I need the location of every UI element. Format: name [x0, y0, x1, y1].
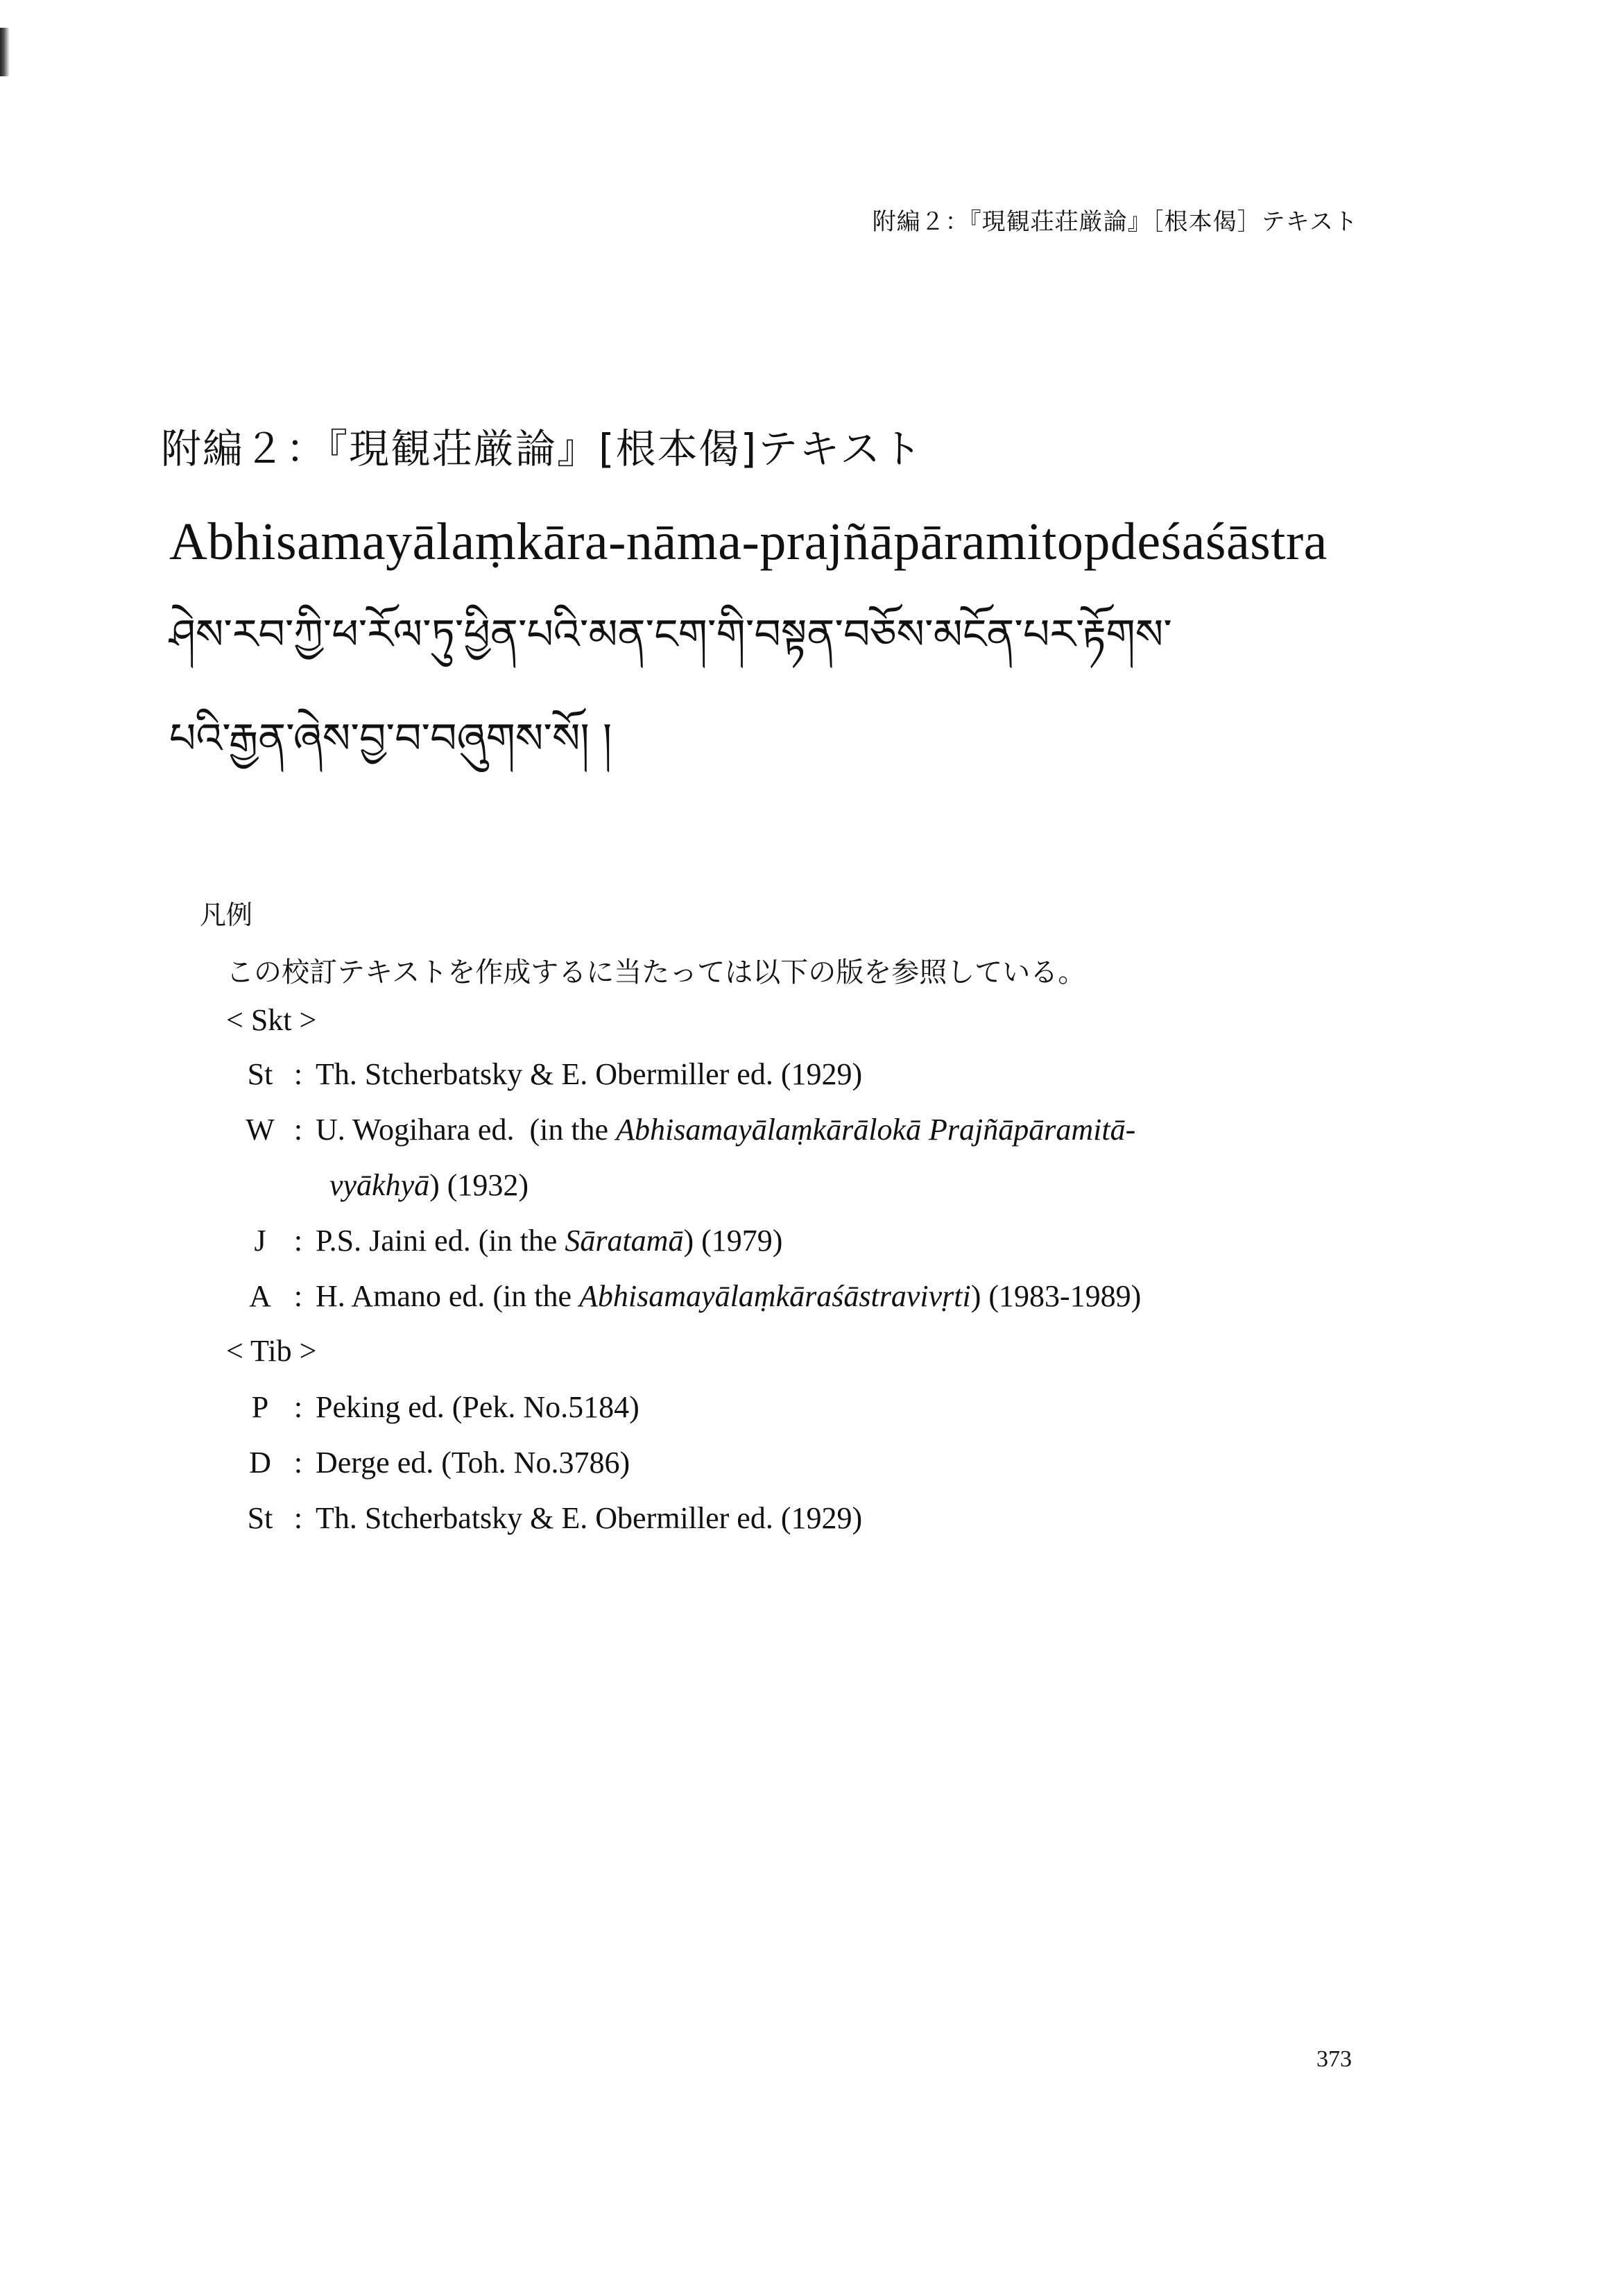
entry-title-italic: Sāratamā: [565, 1224, 684, 1258]
title-japanese: 附編２：『現観荘厳論』[根本偈]テキスト: [161, 425, 924, 472]
entry-title-italic: Abhisamayālaṃkāraśāstravivṛti: [579, 1279, 971, 1313]
tib-entry-d: [239, 1445, 630, 1480]
entry-colon: :: [293, 1224, 303, 1258]
entry-abbr: St: [247, 1057, 273, 1091]
entry-text: ) (1932): [429, 1168, 529, 1202]
scan-edge-mark: [0, 28, 10, 76]
running-header: 附編２：『現観荘荘厳論』［根本偈］テキスト: [872, 208, 1358, 236]
entry-text-tail: ) (1979): [683, 1224, 783, 1258]
entry-text: Th. Stcherbatsky & E. Obermiller ed. (1929): [316, 1501, 863, 1535]
entry-text: U. Wogihara ed. (in the: [316, 1113, 617, 1147]
entry-abbr: P: [251, 1390, 269, 1424]
skt-entry-st: [239, 1056, 862, 1092]
skt-entry-w-continuation: [329, 1167, 529, 1203]
entry-text: Derge ed. (Toh. No.3786): [316, 1446, 630, 1480]
entry-colon: :: [293, 1057, 303, 1091]
legend-intro: この校訂テキストを作成するに当たっては以下の版を参照している。: [226, 957, 1086, 988]
entry-colon: :: [293, 1279, 303, 1313]
entry-colon: :: [293, 1390, 303, 1424]
tib-group-label: < Tib >: [226, 1334, 317, 1368]
title-tibetan: [169, 583, 1376, 791]
entry-text: P.S. Jaini ed. (in the: [316, 1224, 565, 1258]
entry-colon: :: [293, 1113, 303, 1147]
tib-entry-p: [239, 1389, 639, 1425]
skt-entry-a: [239, 1278, 1141, 1314]
entry-abbr: St: [247, 1501, 273, 1535]
title-sanskrit: Abhisamayālaṃkāra-nāma-prajñāpāramitopdeśaśāstra: [169, 513, 1328, 571]
entry-colon: :: [293, 1446, 303, 1480]
skt-entry-j: [239, 1223, 782, 1258]
entry-text: Peking ed. (Pek. No.5184): [316, 1390, 639, 1424]
entry-abbr: D: [249, 1446, 271, 1480]
skt-group-label: < Skt >: [226, 1003, 317, 1037]
skt-entry-w: [239, 1112, 1135, 1147]
entry-abbr: J: [254, 1224, 266, 1258]
entry-colon: :: [293, 1501, 303, 1535]
title-tibetan-line2: པའི་རྒྱན་ཞེས་བྱ་བ་བཞུགས་སོ། །: [169, 714, 612, 763]
page-number: 373: [1316, 2046, 1352, 2072]
title-tibetan-line1: ཤེས་རབ་ཀྱི་ཕ་རོལ་ཏུ་ཕྱིན་པའི་མན་ངག་གི་བསྟན་བཅོས་མངོན་པར་རྟོགས་: [169, 610, 1172, 659]
legend-heading: 凡例: [200, 900, 253, 930]
entry-text: Th. Stcherbatsky & E. Obermiller ed. (1929): [316, 1057, 863, 1091]
entry-abbr: W: [246, 1113, 275, 1147]
entry-abbr: A: [249, 1279, 271, 1313]
tib-entry-st: [239, 1500, 862, 1536]
entry-text: H. Amano ed. (in the: [316, 1279, 580, 1313]
entry-title-italic: vyākhyā: [329, 1168, 430, 1202]
entry-title-italic: Abhisamayālaṃkārālokā Prajñāpāramitā-: [616, 1113, 1136, 1147]
entry-text-tail: ) (1983-1989): [970, 1279, 1142, 1313]
